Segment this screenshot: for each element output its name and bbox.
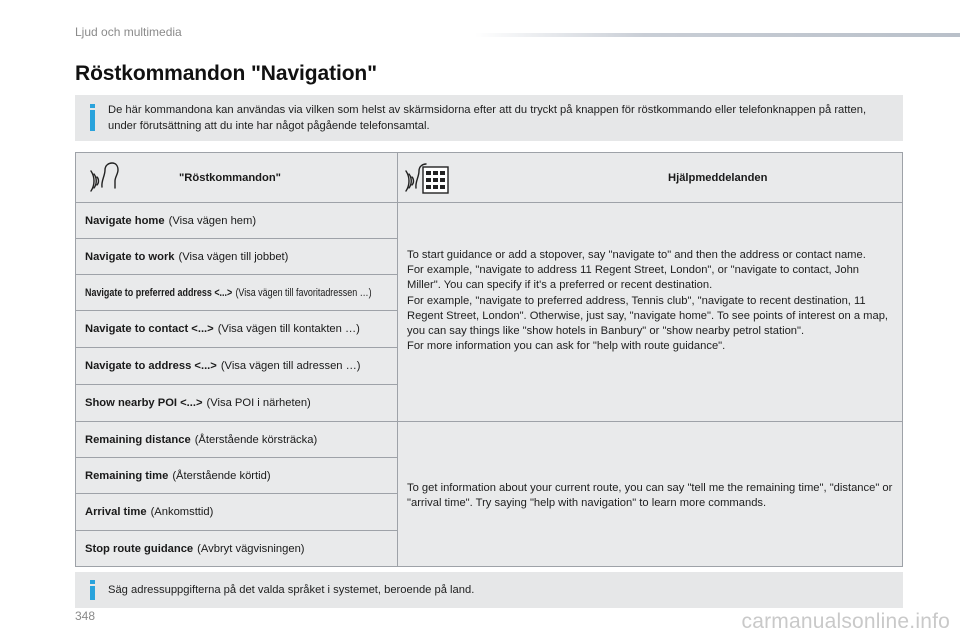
header-commands	[76, 153, 397, 203]
info-icon	[87, 580, 97, 600]
command-description: (Ankomsttid)	[150, 506, 214, 518]
table-row	[76, 311, 397, 348]
table-row	[76, 275, 397, 311]
table-row	[76, 385, 397, 421]
command-description: (Visa vägen till kontakten …)	[217, 323, 360, 335]
command-name: Show nearby POI <...>	[85, 397, 203, 409]
info-note-text: De här kommandona kan användas via vilken som helst av skärmsidorna efter att du tryckt på knappen för röstkommando eller telefonknappen på ratten, under förutsättning att du inte har något pågående telefonsamtal.	[108, 104, 867, 132]
column-divider	[397, 153, 398, 566]
command-description: (Visa vägen till adressen …)	[220, 360, 361, 372]
page-title: Röstkommandon "Navigation"	[75, 62, 378, 85]
column-header-help: Hjälpmeddelanden	[668, 172, 768, 184]
table-row	[76, 348, 397, 385]
header-help	[398, 153, 902, 203]
command-name: Navigate to contact <...>	[85, 323, 214, 335]
page-number: 348	[75, 609, 96, 623]
section-header: Ljud och multimedia	[75, 25, 182, 39]
table-header-row	[76, 153, 902, 203]
help-text-navigation: To start guidance or add a stopover, say "navigate to" and then the address or contact name. For example, "navigate to address 11 Regent Street, London", or "navigate to contact, John Miller". You can specify if it's a preferred or recent destination. For example, "navigate to preferred address, Tennis club", "navigate to recent destination, 11 Regent Street, London". Otherwise, just say, "navigate home". To see points of interest on a map, you can say things like "show hotels in Banbury" or "show nearby petrol station". For more information you can ask for "help with route guidance".	[407, 249, 889, 353]
voice-help-screen-icon	[404, 159, 450, 197]
command-description: (Visa POI i närheten)	[206, 397, 311, 409]
command-name: Arrival time	[85, 506, 147, 518]
voice-command-icon	[86, 159, 126, 195]
table-row	[76, 422, 397, 458]
help-text-route: To get information about your current route, you can say "tell me the remaining time", "distance" or "arrival time". Try saying "help with navigation" to learn more commands.	[407, 482, 893, 510]
command-name: Navigate to preferred address <...>	[85, 286, 233, 299]
command-description: (Avbryt vägvisningen)	[197, 542, 305, 555]
command-description: (Återstående körtid)	[172, 469, 271, 482]
info-note-bottom	[75, 572, 903, 608]
table-row	[76, 239, 397, 275]
watermark: carmanualsonline.info	[741, 610, 950, 633]
command-name: Navigate home	[85, 214, 165, 227]
command-description: (Visa vägen till favoritadressen …)	[235, 286, 372, 299]
voice-command-table	[75, 152, 903, 567]
info-note-text: Säg adressuppgifterna på det valda språket i systemet, beroende på land.	[108, 584, 475, 596]
command-name: Stop route guidance	[85, 542, 194, 555]
command-description: (Visa vägen hem)	[168, 214, 257, 227]
column-header-commands: "Röstkommandon"	[179, 172, 281, 184]
info-icon	[87, 104, 97, 131]
header-rule	[475, 33, 960, 37]
table-row	[76, 531, 397, 566]
info-note-top	[75, 95, 903, 141]
command-name: Remaining distance	[85, 433, 191, 446]
table-row	[76, 203, 397, 239]
command-name: Navigate to address <...>	[85, 360, 217, 372]
command-description: (Visa vägen till jobbet)	[178, 250, 289, 263]
table-row	[76, 494, 397, 531]
table-row	[76, 458, 397, 494]
command-name: Remaining time	[85, 469, 169, 482]
command-description: (Återstående körsträcka)	[194, 433, 318, 446]
command-name: Navigate to work	[85, 250, 175, 263]
